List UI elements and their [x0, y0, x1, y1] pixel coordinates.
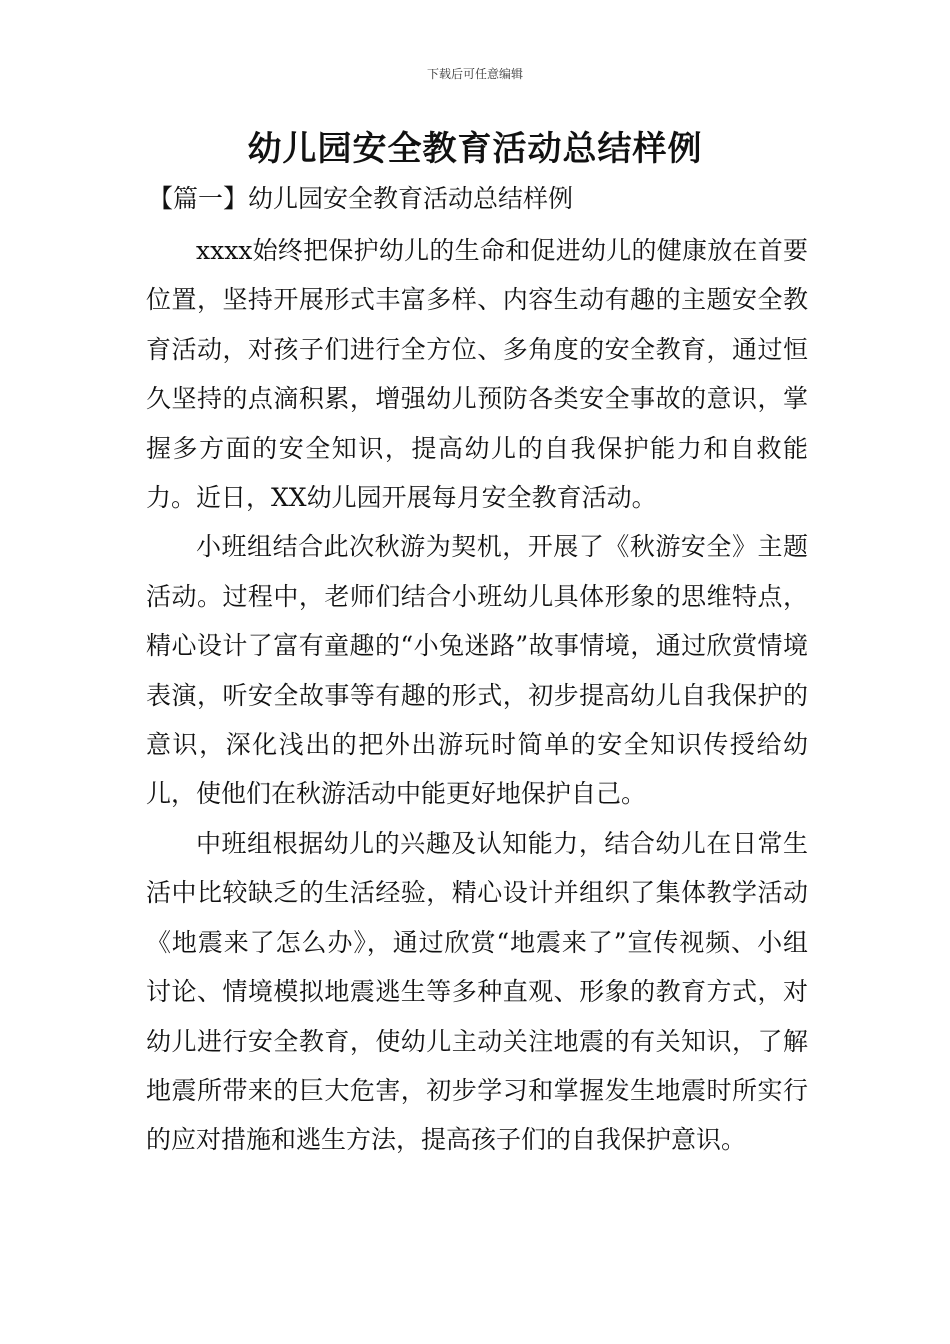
paragraph-1: xxxx始终把保护幼儿的生命和促进幼儿的健康放在首要位置，坚持开展形式丰富多样、内容生动有趣的主题安全教育活动，对孩子们进行全方位、多角度的安全教育，通过恒久坚持的点滴积累，增强幼儿预防各类安全事故的意识，掌握多方面的安全知识，提高幼儿的自我保护能力和自救能力。近日，XX幼儿园开展每月安全教育活动。 [146, 236, 808, 513]
header-note: 下载后可任意编辑 [426, 67, 523, 81]
document-body [146, 226, 808, 1165]
paragraph-2: 小班组结合此次秋游为契机，开展了《秋游安全》主题活动。过程中，老师们结合小班幼儿具体形象的思维特点，精心设计了富有童趣的“小兔迷路”故事情境，通过欣赏情境表演，听安全故事等有趣的形式，初步提高幼儿自我保护的意识，深化浅出的把外出游玩时简单的安全知识传授给幼儿，使他们在秋游活动中能更好地保护自己。 [146, 532, 808, 809]
document-title: 幼儿园安全教育活动总结样例 [247, 129, 703, 169]
paragraph-3: 中班组根据幼儿的兴趣及认知能力，结合幼儿在日常生活中比较缺乏的生活经验，精心设计并组织了集体教学活动《地震来了怎么办》，通过欣赏“地震来了”宣传视频、小组讨论、情境模拟地震逃生等多种直观、形象的教育方式，对幼儿进行安全教育，使幼儿主动关注地震的有关知识，了解地震所带来的巨大危害，初步学习和掌握发生地震时所实行的应对措施和逃生方法，提高孩子们的自我保护意识。 [146, 828, 808, 1155]
section-heading: 【篇一】幼儿园安全教育活动总结样例 [148, 184, 574, 213]
